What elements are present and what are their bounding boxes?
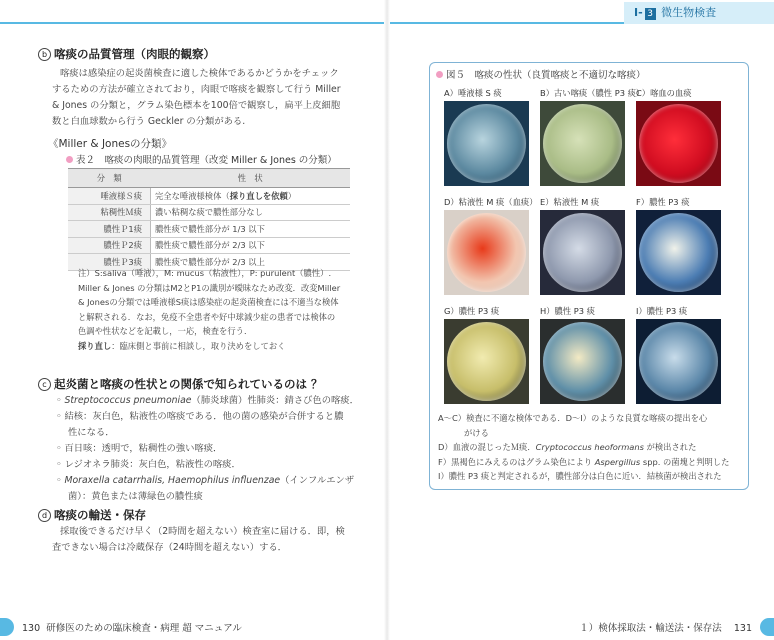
petri-dish-image bbox=[447, 322, 526, 401]
table-row: 粘稠性Ｍ痰 濃い粘稠な痰で膿性部分なし bbox=[68, 204, 350, 221]
panel-label: G）膿性 P3 痰 bbox=[444, 306, 500, 316]
section-c-heading: c 起炎菌と喀痰の性状との関係で知られているのは ？ bbox=[38, 376, 323, 392]
footer-tab-right bbox=[760, 618, 774, 636]
petri-dish-image bbox=[639, 104, 718, 183]
petri-dish-image bbox=[543, 213, 622, 292]
panel-label: I）膿性 P3 痰 bbox=[636, 306, 688, 316]
list-item: ◦ 百日咳：透明で，粘稠性の強い喀痰． bbox=[56, 443, 223, 454]
culture-photo-d bbox=[444, 210, 529, 295]
section-d-heading: d 喀痰の輸送・保存 bbox=[38, 507, 146, 523]
petri-dish-image bbox=[639, 322, 718, 401]
panel-label: B）古い喀痰（膿性 P3 痰） bbox=[540, 88, 645, 98]
chapter-tab: Ⅰ- 3 微生物検査 bbox=[624, 2, 774, 24]
list-item: ◦ 結核：灰白色，粘液性の喀痰である．他の菌の感染が合併すると膿 bbox=[56, 411, 344, 422]
petri-dish-image bbox=[543, 322, 622, 401]
culture-photo-b bbox=[540, 101, 625, 186]
culture-photo-h bbox=[540, 319, 625, 404]
footer-right bbox=[579, 620, 752, 634]
panel-label: C）喀血の血痰 bbox=[636, 88, 692, 98]
page-number: 131 bbox=[733, 623, 752, 634]
section-d-paragraph: 採取後できるだけ早く（2時間を超えない）検査室に届ける．即，検 査できない場合は冷蔵保存（24時間を超えない）する． bbox=[52, 526, 345, 553]
table-header: 分 類 bbox=[68, 169, 151, 188]
section-b-heading: b 喀痰の品質管理（肉眼的観察） bbox=[38, 46, 215, 62]
figure-5-box bbox=[429, 62, 749, 490]
culture-photo-a bbox=[444, 101, 529, 186]
panel-label: D）粘液性 M 痰（血痰） bbox=[444, 197, 538, 207]
footer-left bbox=[22, 620, 242, 634]
table-row: 膿性Ｐ2痰 膿性痰で膿性部分が 2/3 以下 bbox=[68, 237, 350, 254]
book-title: 研修医のための臨床検査・病理 超 マニュアル bbox=[46, 623, 242, 634]
section-marker: b bbox=[38, 48, 51, 61]
page-number: 130 bbox=[22, 623, 41, 634]
section-marker: d bbox=[38, 509, 51, 522]
petri-dish-image bbox=[639, 213, 718, 292]
petri-dish-image bbox=[447, 213, 526, 292]
table-notes: 注）S:saliva（唾液），M: mucus（粘液性），P: purulent（膿性）. Miller & Jones の分類はM2とP1の識別が曖昧なため改変．改変Miller & Jonesの分類では唾液様S痰は感染症の起炎菌検査には不適当な検体 と解釈される．なお，免疫不全患者や好中球減少症の患者では検体の 色調や性状などを記載し，一応，検査を行う． 採り直し：臨床側と事前に相談し，取り決めをしておく bbox=[78, 268, 341, 351]
culture-photo-i bbox=[636, 319, 721, 404]
list-item: ◦ レジオネラ肺炎：灰白色，粘液性の喀痰． bbox=[56, 459, 241, 470]
culture-photo-f bbox=[636, 210, 721, 295]
section-marker: c bbox=[38, 378, 51, 391]
petri-dish-image bbox=[543, 104, 622, 183]
petri-dish-image bbox=[447, 104, 526, 183]
table-row: 膿性Ｐ1痰 膿性痰で膿性部分が 1/3 以下 bbox=[68, 221, 350, 238]
figure-caption: A～C）検査に不適な検体である．D～I）のような良質な喀痰の提出を心 がける D）血液の混じったＭ痰．Cryptococcus heoformans が検出された F）黒褐色にみえるのはグラム染色により Aspergillus spp. の菌塊と判明した I）膿性 P3 痰と判定されるが，膿性部分は白色に近い．結核菌が検出された bbox=[438, 413, 730, 481]
panel-label: A）唾液様 S 痰 bbox=[444, 88, 502, 98]
table-header: 性 状 bbox=[151, 169, 351, 188]
culture-photo-g bbox=[444, 319, 529, 404]
table-row: 唾液様Ｓ痰 完全な唾液様検体（採り直しを依頼） bbox=[68, 188, 350, 205]
miller-heading: 《Miller & Jonesの分類》 bbox=[48, 138, 173, 150]
top-rule-left bbox=[0, 22, 384, 24]
quality-table bbox=[68, 168, 350, 271]
footer-tab-left bbox=[0, 618, 14, 636]
figure-title: 図５ 喀痰の性状（良質喀痰と不適切な喀痰） bbox=[436, 67, 646, 81]
culture-photo-e bbox=[540, 210, 625, 295]
culture-photo-c bbox=[636, 101, 721, 186]
book-spine bbox=[384, 0, 390, 640]
panel-label: F）膿性 P3 痰 bbox=[636, 197, 690, 207]
list-item: ◦ Moraxella catarrhalis, Haemophilus influenzae（インフルエンザ bbox=[56, 475, 355, 486]
table-row: 膿性Ｐ3痰 膿性痰で膿性部分が 2/3 以上 bbox=[68, 254, 350, 271]
table-caption: 表２ 喀痰の肉眼的品質管理（改変 Miller & Jones の分類） bbox=[66, 152, 337, 166]
section-title: １）検体採取法・輸送法・保存法 bbox=[579, 623, 722, 634]
panel-label: E）粘液性 M 痰 bbox=[540, 197, 600, 207]
section-c-list: ◦ Streptococcus pneumoniae（肺炎球菌）性肺炎：錆さび色の喀痰． ◦ 結核：灰白色，粘液性の喀痰である．他の菌の感染が合併すると膿 性になる． ◦ 百日咳：透明で，粘稠性の強い喀痰． ◦ レジオネラ肺炎：灰白色，粘液性の喀痰． ◦ Moraxella catarrhalis, Haemophilus influenzae（インフルエンザ 菌）：黄色または薄緑色の膿性痰 bbox=[56, 393, 381, 505]
section-b-paragraph: 喀痰は感染症の起炎菌検査に適した検体であるかどうかをチェック するための方法が確立されており，肉眼で喀痰を観察して行う Miller & Jones の分類と，グラム染色標本を100倍で観察し，扁平上皮細胞 数と白血球数から行う Geckler の分類がある. bbox=[52, 68, 341, 127]
panel-label: H）膿性 P3 痰 bbox=[540, 306, 595, 316]
list-item: ◦ Streptococcus pneumoniae（肺炎球菌）性肺炎：錆さび色の喀痰． bbox=[56, 395, 359, 406]
